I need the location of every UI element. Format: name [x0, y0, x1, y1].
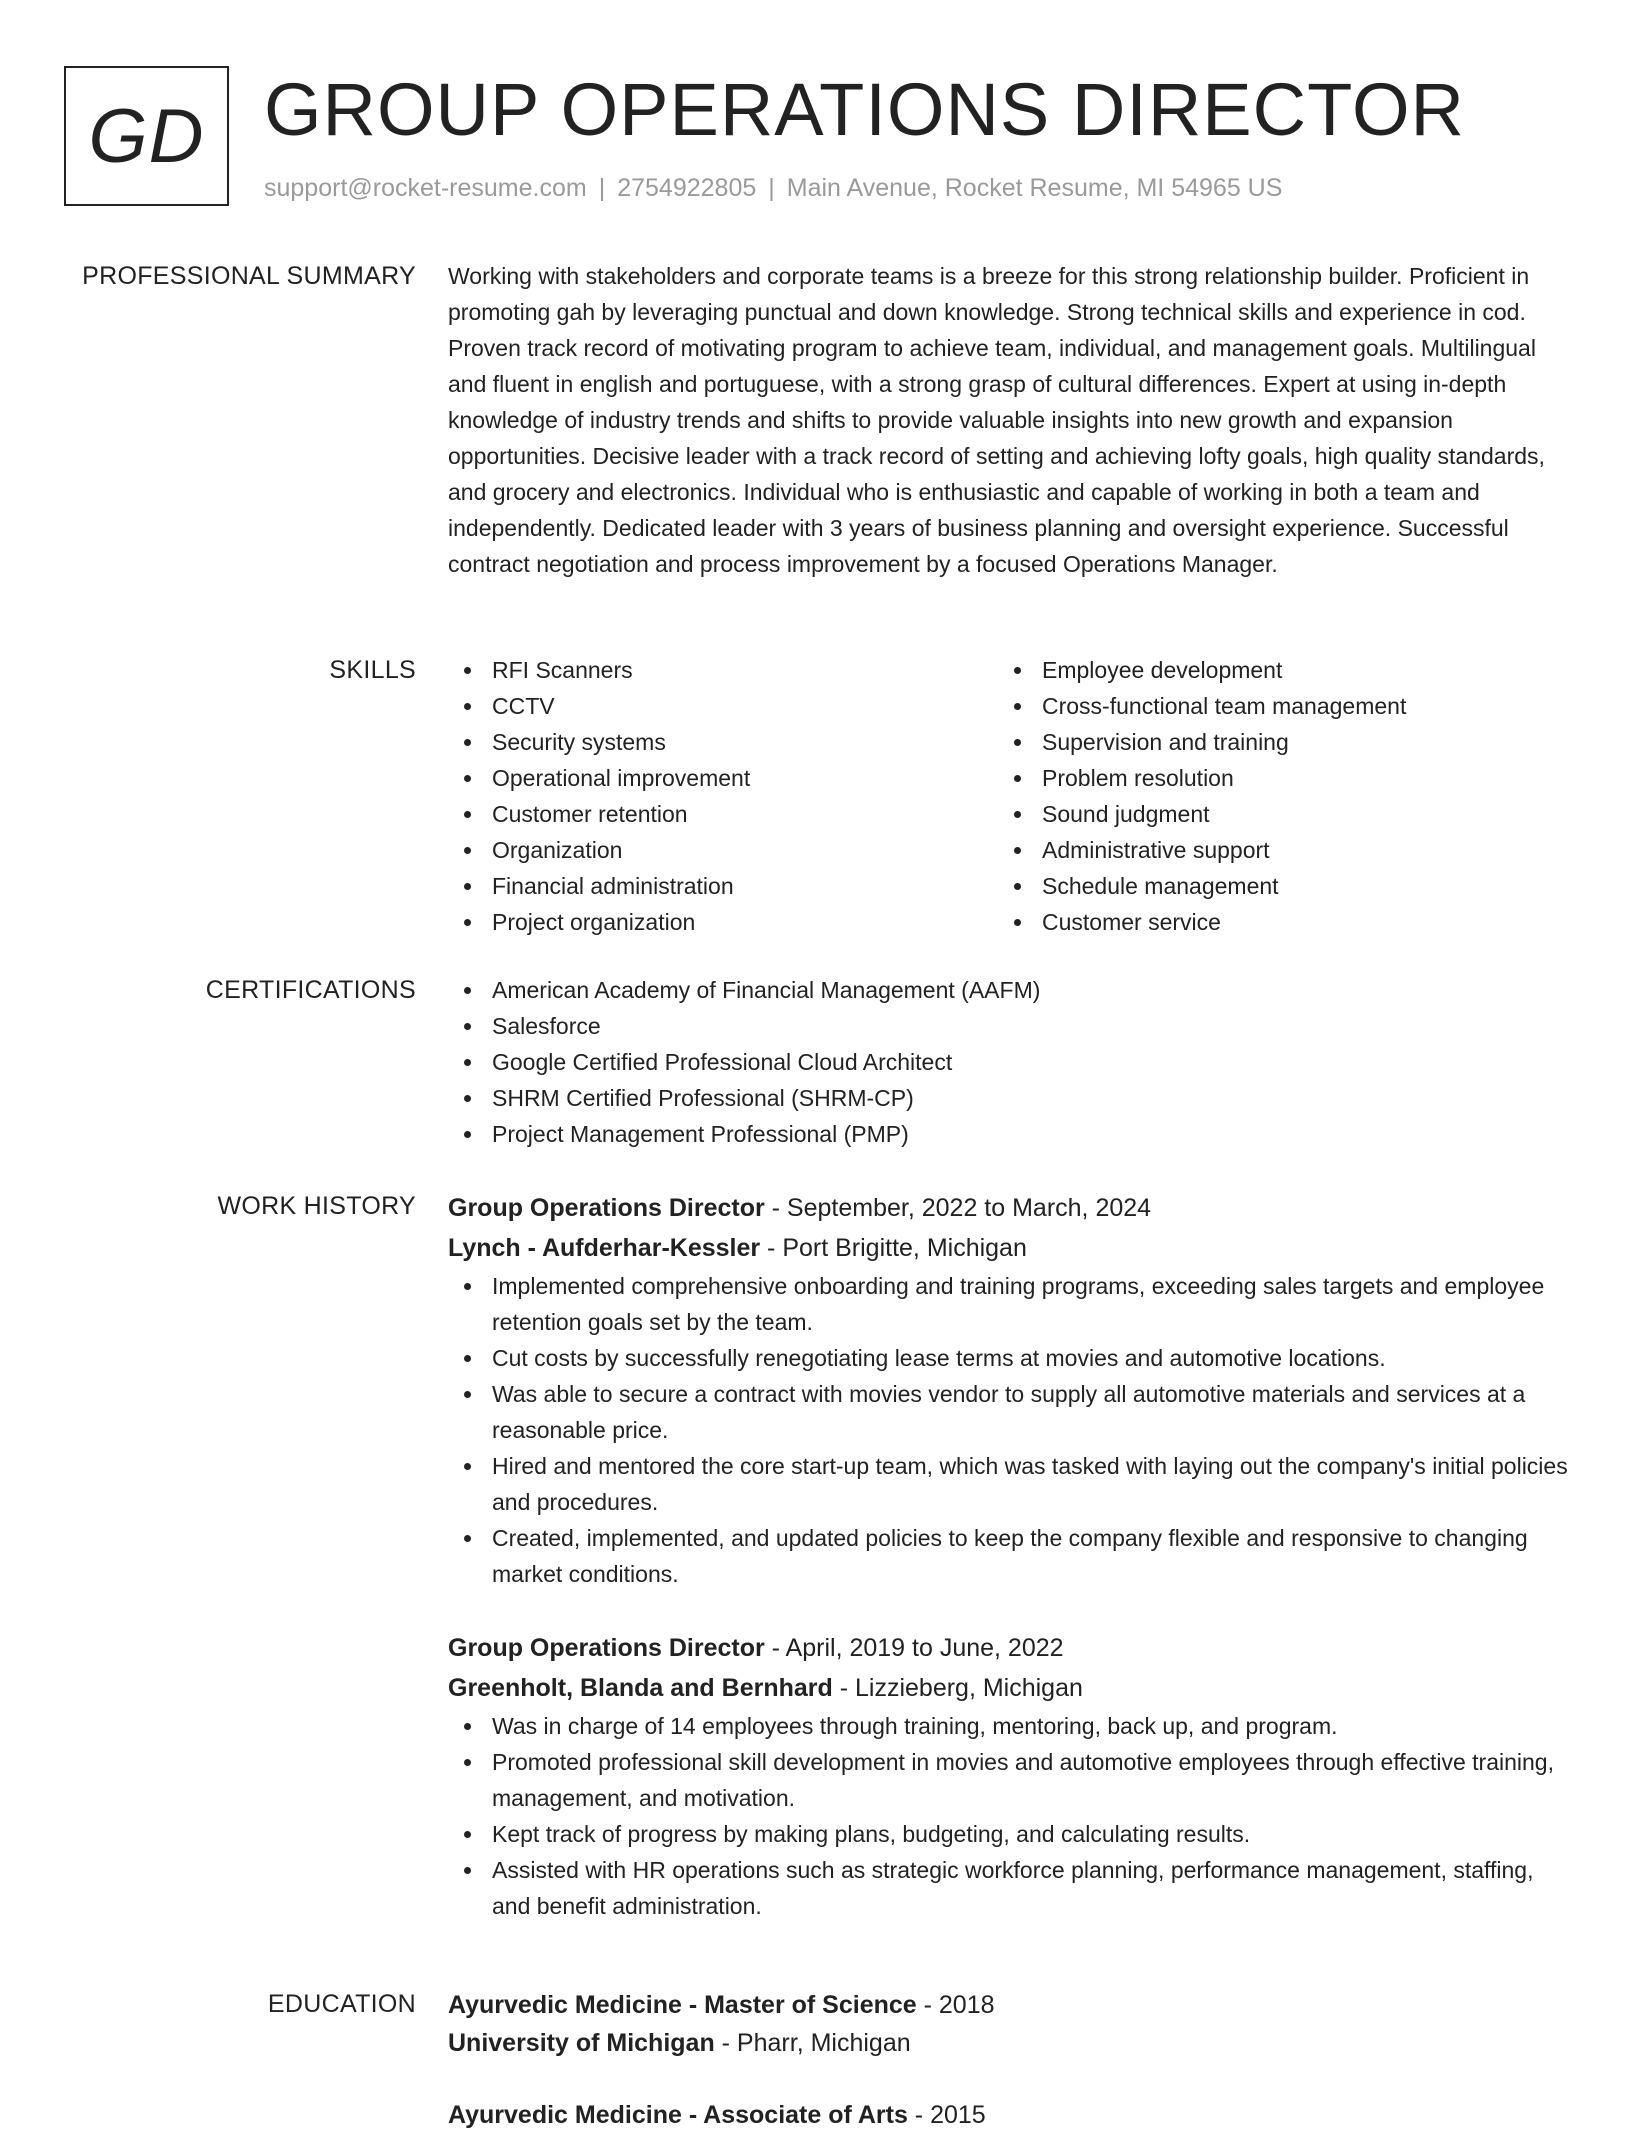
job-company: Lynch - Aufderhar-Kessler	[448, 1234, 761, 1262]
education-degree-line	[448, 2096, 1568, 2134]
skill-item: Operational improvement	[448, 760, 998, 796]
section-label: WORK HISTORY	[217, 1192, 416, 1220]
education-degree-line	[448, 1986, 1568, 2024]
certifications-list	[448, 972, 1568, 1152]
certification-item: American Academy of Financial Management (AAFM)	[448, 972, 1568, 1008]
skills-list-left	[448, 652, 998, 940]
job-title: Group Operations Director	[448, 1194, 765, 1222]
job-bullets	[448, 1268, 1568, 1592]
skill-item: Security systems	[448, 724, 998, 760]
job-location: - Lizzieberg, Michigan	[832, 1674, 1083, 1702]
summary-body	[448, 258, 1568, 582]
monogram-box	[64, 66, 229, 206]
job-bullet: Implemented comprehensive onboarding and training programs, exceeding sales targets and employee retention goals set by the team.	[448, 1268, 1568, 1340]
job-bullet: Kept track of progress by making plans, budgeting, and calculating results.	[448, 1816, 1568, 1852]
job-dates: - April, 2019 to June, 2022	[764, 1634, 1064, 1662]
skill-item: Cross-functional team management	[998, 688, 1548, 724]
section-label: EDUCATION	[267, 1990, 416, 2018]
skill-item: Administrative support	[998, 832, 1548, 868]
job-bullet: Hired and mentored the core start-up team, which was tasked with laying out the company's initial policies and procedures.	[448, 1448, 1568, 1520]
contact-line	[264, 174, 1282, 203]
section-label: PROFESSIONAL SUMMARY	[82, 262, 416, 290]
job-title-line	[448, 1628, 1568, 1668]
skill-item: Organization	[448, 832, 998, 868]
summary-text: Working with stakeholders and corporate teams is a breeze for this strong relationship builder. Proficient in promoting gah by leveraging punctual and down knowledge. Strong technical skills and experience in cod. Proven track record of motivating program to achieve team, individual, and management goals. Multilingual and fluent in english and portuguese, with a strong grasp of cultural differences. Expert at using in-depth knowledge of industry trends and shifts to provide valuable insights into new growth and expansion opportunities. Decisive leader with a track record of setting and achieving lofty goals, high quality standards, and grocery and electronics. Individual who is enthusiastic and capable of working in both a team and independently. Dedicated leader with 3 years of business planning and oversight experience. Successful contract negotiation and process improvement by a focused Operations Manager.	[448, 263, 1545, 577]
job-title: Group Operations Director	[448, 1634, 765, 1662]
skill-item: Supervision and training	[998, 724, 1548, 760]
skill-item: Problem resolution	[998, 760, 1548, 796]
resume-name: GROUP OPERATIONS DIRECTOR	[264, 68, 1465, 151]
job-location: - Port Brigitte, Michigan	[760, 1234, 1027, 1262]
certification-item: Project Management Professional (PMP)	[448, 1116, 1568, 1152]
contact-phone[interactable]: 2754922805	[617, 174, 757, 202]
monogram-initials: GD	[88, 93, 205, 179]
skill-item: Financial administration	[448, 868, 998, 904]
skills-columns	[448, 652, 1568, 940]
contact-address: Main Avenue, Rocket Resume, MI 54965 US	[786, 174, 1283, 202]
certification-item: Salesforce	[448, 1008, 1568, 1044]
contact-email[interactable]: support@rocket-resume.com	[264, 174, 587, 202]
skill-item: Sound judgment	[998, 796, 1548, 832]
certifications-body	[448, 972, 1568, 1152]
certification-item: SHRM Certified Professional (SHRM-CP)	[448, 1080, 1568, 1116]
job-company: Greenholt, Blanda and Bernhard	[448, 1674, 833, 1702]
education-degree: Ayurvedic Medicine - Master of Science	[448, 1991, 917, 2019]
job-entry	[448, 1628, 1568, 1924]
job-company-line	[448, 1668, 1568, 1708]
education-degree: Ayurvedic Medicine - Associate of Arts	[448, 2101, 908, 2129]
skill-item: Employee development	[998, 652, 1548, 688]
skill-item: CCTV	[448, 688, 998, 724]
job-company-line	[448, 1228, 1568, 1268]
job-bullet: Was in charge of 14 employees through training, mentoring, back up, and program.	[448, 1708, 1568, 1744]
contact-separator: |	[598, 174, 606, 202]
section-label: CERTIFICATIONS	[205, 976, 416, 1004]
skill-item: Customer retention	[448, 796, 998, 832]
education-school: University of Michigan	[448, 2029, 715, 2057]
job-entry	[448, 1188, 1568, 1592]
job-bullet: Created, implemented, and updated policies to keep the company flexible and responsive to changing market conditions.	[448, 1520, 1568, 1592]
skill-item: Project organization	[448, 904, 998, 940]
job-bullet: Cut costs by successfully renegotiating lease terms at movies and automotive locations.	[448, 1340, 1568, 1376]
skill-item: RFI Scanners	[448, 652, 998, 688]
job-dates: - September, 2022 to March, 2024	[764, 1194, 1152, 1222]
job-bullet: Was able to secure a contract with movies vendor to supply all automotive materials and services at a reasonable price.	[448, 1376, 1568, 1448]
work-history-body	[448, 1188, 1568, 1960]
job-bullets	[448, 1708, 1568, 1924]
section-label: SKILLS	[329, 656, 416, 684]
certification-item: Google Certified Professional Cloud Architect	[448, 1044, 1568, 1080]
skill-item: Customer service	[998, 904, 1548, 940]
education-year: - 2015	[907, 2101, 986, 2129]
contact-separator: |	[768, 174, 775, 202]
skills-list-right	[998, 652, 1548, 940]
education-location: - Pharr, Michigan	[714, 2029, 911, 2057]
education-year: - 2018	[916, 1991, 995, 2019]
skill-item: Schedule management	[998, 868, 1548, 904]
job-bullet: Assisted with HR operations such as strategic workforce planning, performance management, staffing, and benefit administration.	[448, 1852, 1568, 1924]
job-title-line	[448, 1188, 1568, 1228]
education-school-line	[448, 2024, 1568, 2062]
job-bullet: Promoted professional skill development in movies and automotive employees through effective training, management, and motivation.	[448, 1744, 1568, 1816]
